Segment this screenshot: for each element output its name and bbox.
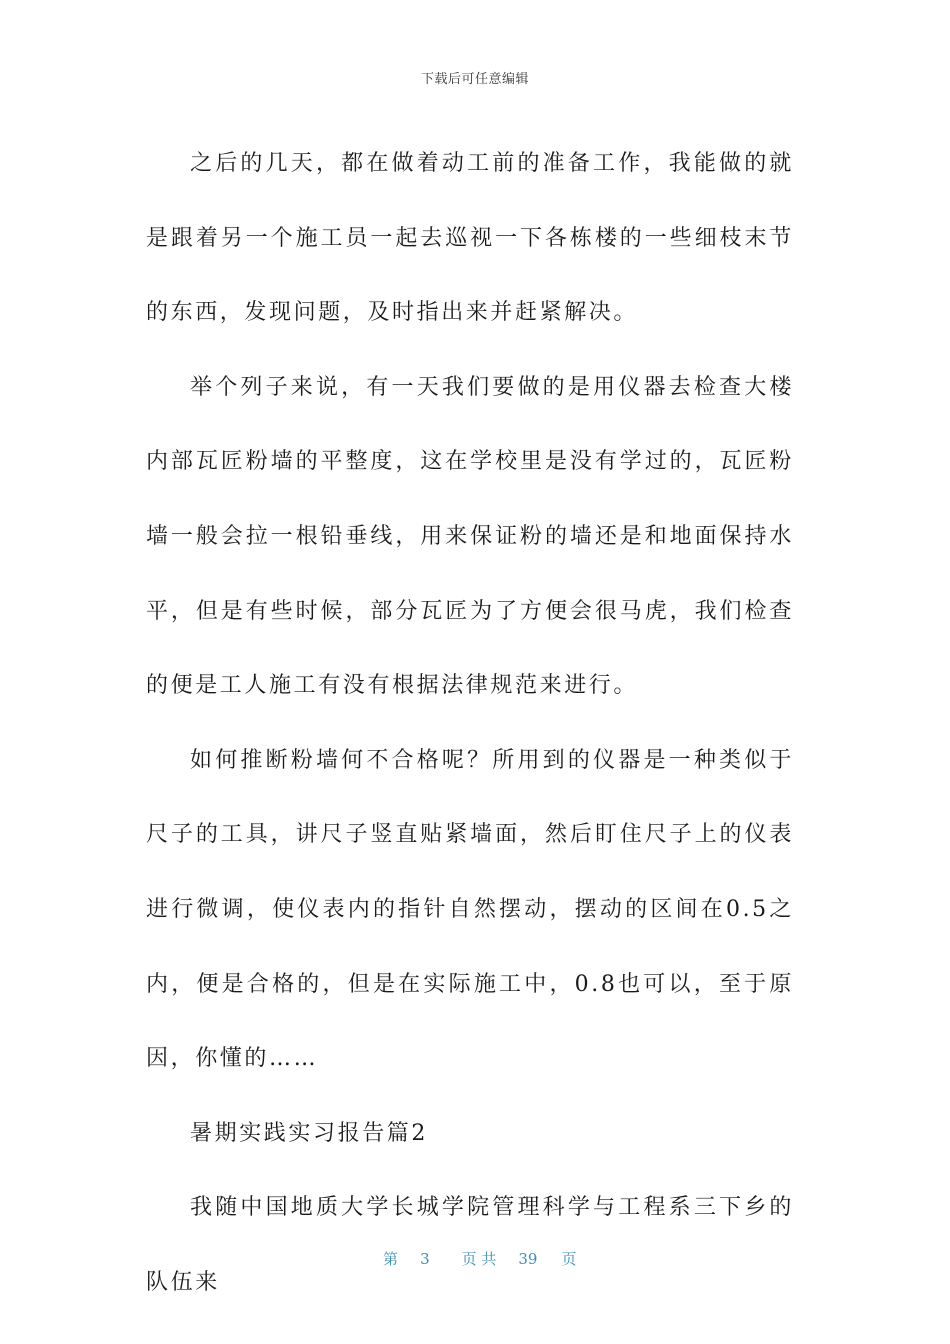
paragraph-1: 之后的几天，都在做着动工前的准备工作，我能做的就是跟着另一个施工员一起去巡视一下各栋楼的一些细枝末节的东西，发现问题，及时指出来并赶紧解决。	[146, 151, 794, 326]
page-footer	[0, 1230, 950, 1269]
section-heading: 暑期实践实习报告篇2	[190, 1120, 428, 1146]
footer-prefix: 第	[383, 1250, 399, 1268]
paragraph-3: 如何推断粉墙何不合格呢？所用到的仪器是一种类似于尺子的工具，讲尺子竖直贴紧墙面，然后盯住尺子上的仪表进行微调，使仪表内的指针自然摆动，摆动的区间在0.5之内，便是合格的，但是在实际施工中，0.8也可以，至于原因，你懂的……	[146, 747, 794, 1072]
page-header: 下载后可任意编辑	[420, 72, 529, 87]
footer-suffix: 页	[561, 1250, 577, 1268]
paragraph-2: 举个列子来说，有一天我们要做的是用仪器去检查大楼内部瓦匠粉墙的平整度，这在学校里是没有学过的，瓦匠粉墙一般会拉一根铅垂线，用来保证粉的墙还是和地面保持水平，但是有些时候，部分瓦匠为了方便会很马虎，我们检查的便是工人施工有没有根据法律规范来进行。	[146, 374, 794, 699]
total-pages-number: 39	[518, 1250, 538, 1268]
paragraph-4: 我随中国地质大学长城学院管理科学与工程系三下乡的队伍来	[146, 1195, 794, 1295]
footer-mid: 页 共	[461, 1250, 497, 1268]
current-page-number: 3	[420, 1250, 430, 1268]
document-body	[146, 127, 794, 1321]
